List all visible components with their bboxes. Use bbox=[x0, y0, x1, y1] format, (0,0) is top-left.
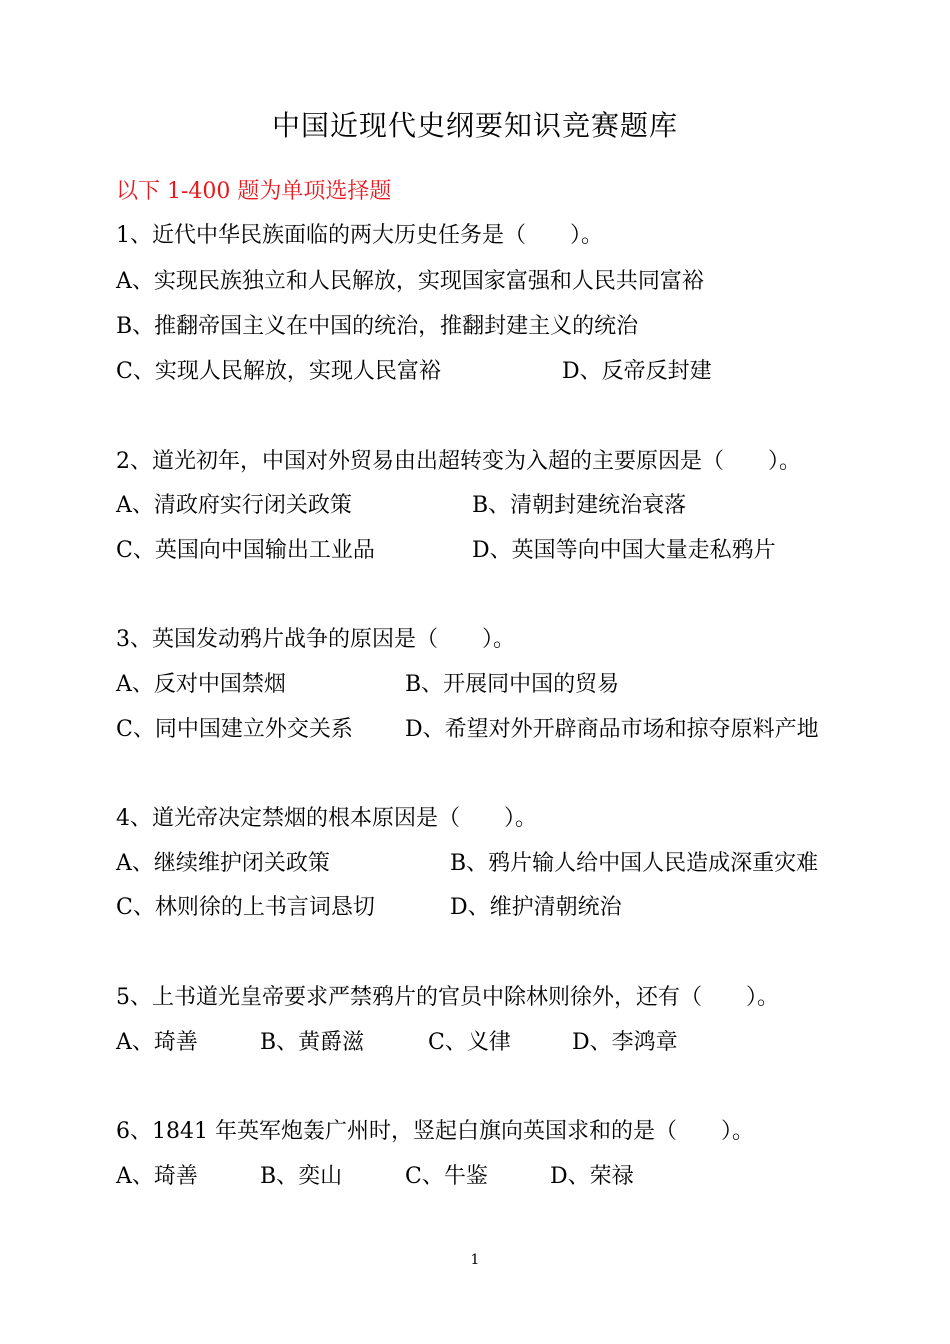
option: A、实现民族独立和人民解放，实现国家富强和人民共同富裕 bbox=[116, 269, 704, 294]
question-stem: 2、道光初年，中国对外贸易由出超转变为入超的主要原因是（ ）。 bbox=[116, 449, 801, 474]
option: C、同中国建立外交关系 bbox=[116, 717, 353, 742]
option: D、维护清朝统治 bbox=[450, 895, 622, 920]
option: B、清朝封建统治衰落 bbox=[472, 493, 687, 518]
question-stem: 6、1841 年英军炮轰广州时，竖起白旗向英国求和的是（ ）。 bbox=[116, 1119, 754, 1144]
question-stem: 4、道光帝决定禁烟的根本原因是（ ）。 bbox=[116, 806, 537, 831]
question-stem: 1、近代中华民族面临的两大历史任务是（ ）。 bbox=[116, 223, 603, 248]
option: A、反对中国禁烟 bbox=[116, 672, 286, 697]
option: D、荣禄 bbox=[550, 1164, 634, 1189]
option: C、牛鉴 bbox=[405, 1164, 488, 1189]
option: B、奕山 bbox=[260, 1164, 343, 1189]
option: A、琦善 bbox=[116, 1030, 198, 1055]
option: B、开展同中国的贸易 bbox=[405, 672, 620, 697]
option: B、推翻帝国主义在中国的统治，推翻封建主义的统治 bbox=[116, 314, 639, 339]
option: D、反帝反封建 bbox=[562, 359, 712, 384]
option: B、黄爵滋 bbox=[260, 1030, 365, 1055]
question-stem: 5、上书道光皇帝要求严禁鸦片的官员中除林则徐外，还有（ ）。 bbox=[116, 985, 779, 1010]
option: C、实现人民解放，实现人民富裕 bbox=[116, 359, 441, 384]
option: C、林则徐的上书言词恳切 bbox=[116, 895, 375, 920]
page-number: 1 bbox=[470, 1252, 480, 1268]
option: A、琦善 bbox=[116, 1164, 198, 1189]
section-note: 以下 1-400 题为单项选择题 bbox=[116, 179, 392, 204]
option: A、清政府实行闭关政策 bbox=[116, 493, 352, 518]
option: C、英国向中国输出工业品 bbox=[116, 538, 375, 563]
document-title: 中国近现代史纲要知识竞赛题库 bbox=[271, 109, 678, 142]
option: D、李鸿章 bbox=[572, 1030, 678, 1055]
option: D、希望对外开辟商品市场和掠夺原料产地 bbox=[405, 717, 819, 742]
option: A、继续维护闭关政策 bbox=[116, 851, 330, 876]
option: C、义律 bbox=[428, 1030, 511, 1055]
option: D、英国等向中国大量走私鸦片 bbox=[472, 538, 776, 563]
option: B、鸦片输人给中国人民造成深重灾难 bbox=[450, 851, 819, 876]
question-stem: 3、英国发动鸦片战争的原因是（ ）。 bbox=[116, 627, 515, 652]
